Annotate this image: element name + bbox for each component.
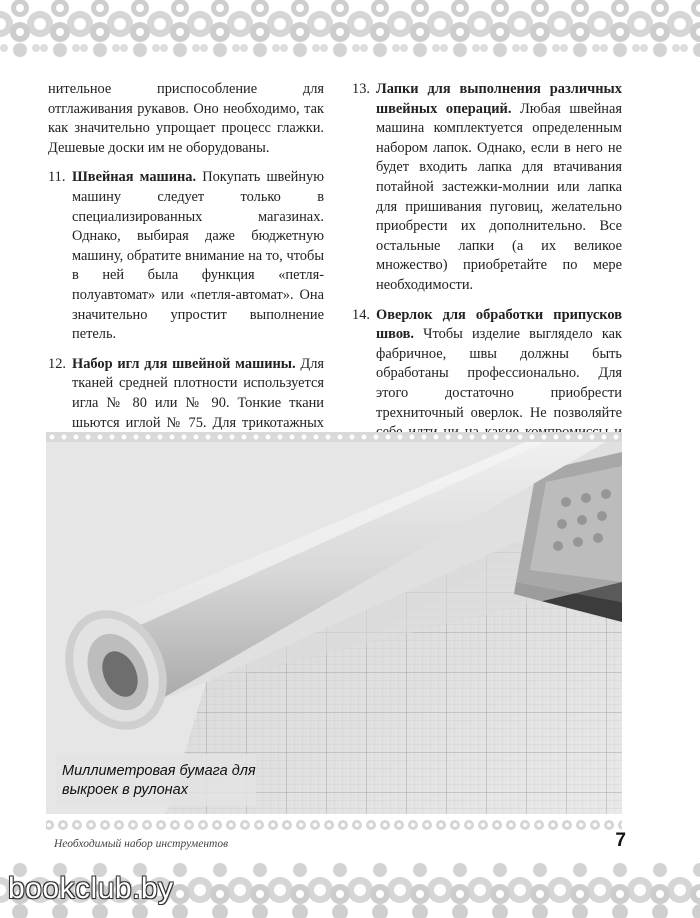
right-column [352,80,622,492]
item-heading: Набор игл для швейной машины. [72,355,296,372]
list-item-13 [352,80,622,296]
list-item-11 [48,168,324,344]
paragraph-continued [48,80,324,158]
page-number: 7 [615,830,626,851]
item-text: Любая швейная машина комплектуется определенным набором лапок. Однако, если в него не будет входить лапка для втачивания потайной застежки-молнии или лапка для пришивания пуговиц, желательно приобрести их дополнительно. Все остальные лапки (а их великое множество) приобретайте по мере необходимости. [376,100,622,293]
watermark: bookclub.by [8,872,174,905]
bottom-lace-border [0,815,700,835]
photo-caption [62,762,256,800]
item-number: 11. [48,169,66,186]
item-text: Чтобы изделие выглядело как фабричное, швы должны быть обработаны профессионально. Для этого достаточно приобрести трехниточный оверлок. Не позволяйте [376,326,622,421]
item-heading: Оверлок для обработки припусков швов. [376,306,622,343]
caption-line: выкроек в рулонах [62,782,188,798]
item-text: Для тканей средней плотности используется игла № 80 или № 90. Тонкие ткани шьются иглой № 75. Для трикотажных [72,355,324,431]
item-number: 13. [352,81,370,97]
item-text: Покупать швейную машину следует только в специализированных магазинах. Однако, выбирая даже бюджетную машину, обратите внимание на то, чтобы в ней была функция «петля-полуавтомат» или «петля-автомат». Она значительно упростит выполнение петель. [72,169,324,343]
left-column [48,80,324,482]
graph-paper-roll-photo [46,432,622,814]
running-footer: Необходимый набор инструментов [54,838,229,850]
item-number: 12. [48,355,66,372]
paragraph-text: нительное приспособление для отглаживания рукавов. Оно необходимо, так как значительно упрощает процесс глажки. Дешевые доски им не оборудованы. [48,81,324,156]
top-lace-border [0,0,700,60]
item-heading: Лапки для выполнения различных швейных операций. [376,81,622,117]
item-heading: Швейная машина. [72,169,197,186]
caption-line: Миллиметровая бумага для [62,763,256,779]
item-number: 14. [352,306,370,323]
